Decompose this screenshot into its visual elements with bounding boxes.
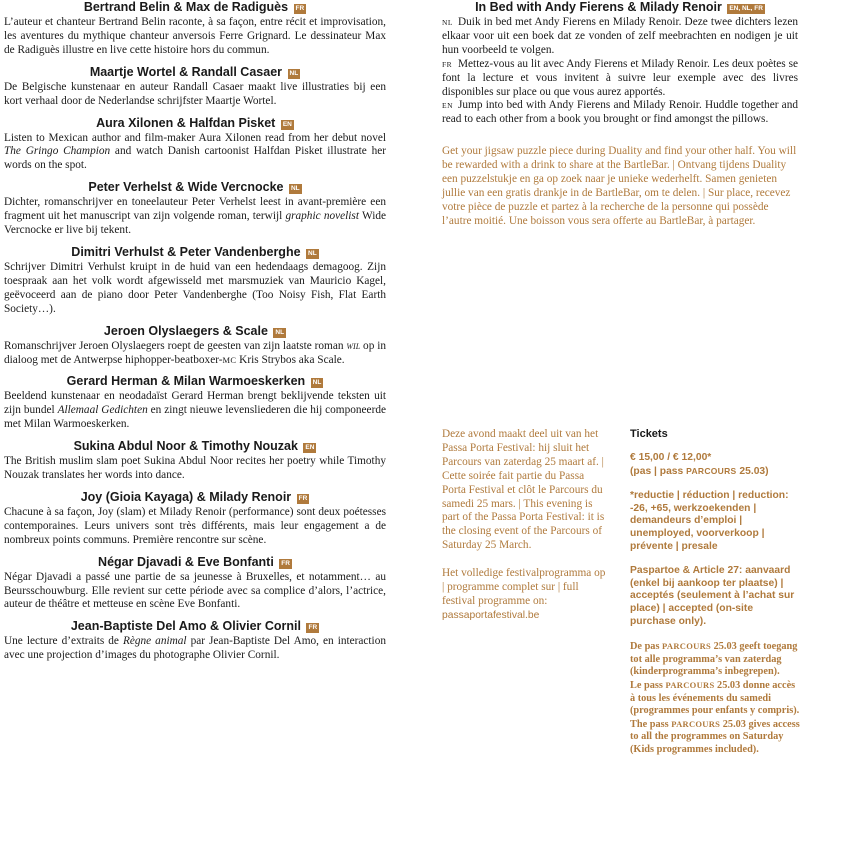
in-bed-nl bbox=[442, 16, 798, 58]
ticket-pass bbox=[630, 465, 800, 479]
entry-wortel-casaer bbox=[4, 65, 386, 109]
emphasis: graphic novelist bbox=[285, 210, 359, 223]
entry-title bbox=[4, 0, 386, 15]
entry-title-text: Peter Verhelst & Wide Vercnocke bbox=[88, 180, 284, 195]
in-bed-fr bbox=[442, 58, 798, 100]
language-badge: FR bbox=[281, 559, 290, 567]
entry-delamo-cornil bbox=[4, 619, 386, 663]
paspartoe-block bbox=[630, 565, 800, 628]
entry-text: L’auteur et chanteur Bertrand Belin raconte, à sa façon, entre récit et improvisation, les aventures du mythique chanteur anversois Ferre Grignard. Le dessinateur Max de Radiguès illustre en live cette histoire hors du commun. bbox=[4, 16, 386, 56]
language-badge: NL bbox=[308, 249, 317, 257]
language-tag: FR bbox=[442, 59, 453, 69]
book-title: WIL bbox=[346, 341, 361, 351]
book-title: Allemaal Gedichten bbox=[57, 404, 148, 417]
language-tag: NL bbox=[442, 18, 453, 27]
text-part: Dichter, romanschrijver en toneelauteur Peter Verhelst leest in avant-première een fragment uit het manuscript van zijn volgende roman, terwijl bbox=[4, 196, 386, 223]
entry-text bbox=[4, 390, 386, 432]
entry-verhelst-vercnocke bbox=[4, 180, 386, 238]
text-part: Romanschrijver Jeroen Olyslaegers roept de geesten van zijn laatste roman bbox=[4, 339, 347, 352]
entry-text: Négar Djavadi a passé une partie de sa jeunesse à Bruxelles, et notamment… au Beursschouwburg. Elle revient sur cette période avec sa complice d’alors, l’actrice, auteur de théâtre et metteuse en scène Eve Bonfanti. bbox=[4, 570, 386, 611]
tickets-price-block bbox=[630, 452, 800, 478]
text-part: 25.03) bbox=[736, 465, 769, 477]
entry-title-text: Dimitri Verhulst & Peter Vandenberghe bbox=[71, 244, 301, 259]
entry-title-text: Jean-Baptiste Del Amo & Olivier Cornil bbox=[70, 619, 301, 634]
performances-column bbox=[4, 0, 386, 670]
text-part: par Jean-Baptiste Del Amo, en interaction avec une projection d’images du photographe Olivier Cornil. bbox=[4, 635, 386, 662]
language-badge: EN bbox=[282, 120, 292, 128]
tickets-box bbox=[630, 428, 800, 768]
book-title: Règne animal bbox=[122, 635, 187, 648]
language-badge: FR bbox=[295, 5, 305, 12]
entry-title-text: In Bed with Andy Fierens & Milady Renoir bbox=[475, 0, 722, 14]
entry-title bbox=[4, 490, 386, 505]
entry-title-text: Gerard Herman & Milan Warmoeskerken bbox=[66, 374, 306, 389]
text-part: MC bbox=[222, 354, 237, 365]
text-part: Mettez-vous au lit avec Andy Fierens et Milady Renoir. Les deux poètes se font la lecture et vous invitent à suivre leur exemple avec des livres disponibles sur place ou que vous aurez apportés. bbox=[442, 57, 798, 98]
text-part: PARCOURS bbox=[686, 465, 737, 476]
entry-olyslaegers-scale bbox=[4, 324, 386, 368]
entry-text: The British muslim slam poet Sukina Abdul Noor recites her poetry while Timothy Nouzak translates her words into dance. bbox=[4, 455, 386, 482]
pass-info-nl bbox=[630, 640, 800, 679]
reduction-text: *reductie | réduction | reduction: -26, +65, werkzoekenden | demandeurs d’emploi | unemployed, voorverkoop | prévente | presale bbox=[630, 490, 789, 552]
text-part: PARCOURS bbox=[671, 718, 721, 729]
language-badge: NL bbox=[275, 328, 285, 336]
text-part: The pass bbox=[630, 718, 672, 730]
language-badge: NL bbox=[289, 69, 299, 77]
entry-text bbox=[4, 132, 386, 174]
entry-xilonen-pisket bbox=[4, 116, 386, 174]
text-part: Wide Vercnocke er live bij tekent. bbox=[4, 210, 386, 237]
entry-title bbox=[4, 245, 386, 260]
text-part: Une lecture d’extraits de bbox=[4, 635, 123, 648]
entry-title bbox=[4, 65, 386, 80]
puzzle-text: Get your jigsaw puzzle piece during Duality and find your other half. You will be rewarded with a drink to share at the BartleBar. | Ontvang tijdens Duality een puzzelstukje en ga op zoek naar je unieke wederhelft. Samen genieten jullie van een gratis drankje in de BartleBar, om te delen. | Sur place, recevez votre pièce de puzzle et partez à la recherche de la personne qui possède l’autre moitié. Une boisson vous sera offerte au BartleBar, à partager. bbox=[442, 145, 797, 227]
text-part: 25.03 gives access to all the programmes on Saturday (Kids programmes included). bbox=[630, 718, 800, 755]
text-part: en zingt nieuwe levensliederen die hij componeerde met Milan Warmoeskerken. bbox=[4, 404, 386, 431]
entry-title bbox=[4, 619, 386, 634]
entry-title bbox=[4, 324, 386, 339]
pass-info-block bbox=[630, 640, 800, 756]
entry-herman-warmoeskerken bbox=[4, 374, 386, 432]
text-part: Kris Strybos aka Scale. bbox=[236, 353, 345, 366]
text-part: 25.03 geeft toegang tot alle programma’s van zaterdag (kinderprogramma’s inbegrepen). bbox=[630, 641, 798, 678]
text-part: De pas bbox=[630, 641, 663, 653]
reduction-block bbox=[630, 490, 800, 553]
entry-title bbox=[4, 555, 386, 570]
text-part: Le pass bbox=[630, 679, 666, 691]
festival-text: Deze avond maakt deel uit van het Passa Porta Festival: hij sluit het Parcours van zaterdag 25 maart af. | Cette soirée fait partie du Passa Porta Festival et clôt le Parcours du samedi 25 mars. | This evening is part of the Passa Porta Festival: it is the closing event of the Parcours of Saturday 25 March. bbox=[442, 428, 605, 552]
text-part: PARCOURS bbox=[665, 679, 715, 690]
entry-djavadi-bonfanti bbox=[4, 555, 386, 613]
entry-text: Chacune à sa façon, Joy (slam) et Milady Renoir (performance) sont deux poétesses contemporaines. Leurs univers sont très différents, mais leur engagement a de nombreux points communs. Première rencontre sur scène. bbox=[4, 505, 386, 546]
entry-title bbox=[4, 439, 386, 454]
pass-info-en bbox=[630, 718, 800, 757]
entry-title-text: Bertrand Belin & Max de Radiguès bbox=[83, 0, 289, 14]
text-part: Beeldend kunstenaar en neodadaïst Gerard Herman brengt beklijvende teksten uit zijn bundel bbox=[4, 390, 386, 417]
entry-title-text: Négar Djavadi & Eve Bonfanti bbox=[98, 554, 274, 569]
in-bed-en bbox=[442, 99, 798, 127]
tickets-heading: Tickets bbox=[630, 428, 668, 440]
entry-joy-renoir bbox=[4, 490, 386, 548]
entry-title-text: Jeroen Olyslaegers & Scale bbox=[103, 323, 268, 338]
language-tag: EN bbox=[442, 101, 453, 111]
puzzle-notice bbox=[442, 145, 798, 228]
text-part: 25.03 donne accès à tous les événements du samedi (programmes pour enfants y compris). bbox=[630, 679, 800, 717]
text-part: Jump into bed with Andy Fierens and Milady Renoir. Huddle together and read to each other from a book you brought or find amongst the pillows. bbox=[442, 99, 798, 126]
text-part: and watch Danish cartoonist Halfdan Pisket illustrate her words on the spot. bbox=[4, 145, 386, 172]
language-badge: FR bbox=[308, 624, 318, 632]
entry-text: De Belgische kunstenaar en auteur Randall Casaer maakt live illustraties bij een kort verhaal door de Nederlandse schrijfster Maartje Wortel. bbox=[4, 80, 386, 107]
entry-title bbox=[4, 116, 386, 131]
language-badge: EN bbox=[305, 444, 315, 452]
entry-text bbox=[4, 635, 386, 663]
language-badge: NL bbox=[312, 379, 322, 387]
text-part: PARCOURS bbox=[662, 641, 712, 652]
entry-noor-nouzak bbox=[4, 439, 386, 483]
language-badge: FR bbox=[298, 494, 308, 502]
entry-title-text: Sukina Abdul Noor & Timothy Nouzak bbox=[73, 439, 298, 454]
entry-title bbox=[442, 0, 798, 15]
text-part: Listen to Mexican author and film-maker Aura Xilonen read from her debut novel bbox=[4, 131, 386, 144]
entry-text bbox=[4, 196, 386, 238]
text-part: (pas | pass bbox=[630, 465, 687, 477]
text-part: Duik in bed met Andy Fierens en Milady Renoir. Deze twee dichters lezen elkaar voor uit een boek dat ze vonden of zelf meebrachten en nodigen je uit hun voorbeeld te volgen. bbox=[442, 16, 798, 56]
entry-text: Schrijver Dimitri Verhulst kruipt in de huid van een hedendaags demagoog. Zijn toespraak aan het volk wordt afgewisseld met marsmuziek van Mauricio Kagel, geëvoceerd aan de piano door Peter Vandenberghe (Too Noisy Fish, Flat Earth Society…). bbox=[4, 260, 386, 315]
festival-link[interactable]: passaportafestival.be bbox=[442, 609, 540, 621]
entry-title bbox=[4, 180, 386, 195]
text-part: op in dialoog met de Antwerpse hiphopper-beatboxer- bbox=[4, 339, 386, 366]
entry-verhulst-vandenberghe bbox=[4, 245, 386, 317]
ticket-price: € 15,00 / € 12,00* bbox=[630, 452, 712, 463]
entry-text bbox=[4, 340, 386, 368]
entry-title-text: Aura Xilonen & Halfdan Pisket bbox=[96, 115, 276, 130]
festival-info bbox=[442, 428, 607, 623]
entry-title bbox=[4, 374, 386, 389]
book-title: The Gringo Champion bbox=[4, 145, 111, 158]
in-bed-column bbox=[442, 0, 798, 229]
paspartoe-text: Paspartoe & Article 27: aanvaard (enkel bij aankoop ter plaatse) | acceptés (seulement à l’achat sur place) | accepted (on-site purchase only). bbox=[630, 565, 795, 627]
entry-in-bed bbox=[442, 0, 798, 127]
language-badge: EN, NL, FR bbox=[729, 5, 763, 12]
entry-title-text: Joy (Gioia Kayaga) & Milady Renoir bbox=[80, 489, 292, 504]
festival-programme-text: Het volledige festivalprogramma op | programme complet sur | full festival programme on: bbox=[442, 567, 606, 607]
language-badge: NL bbox=[290, 185, 300, 193]
pass-info-fr bbox=[630, 679, 800, 718]
entry-belin-radigues bbox=[4, 0, 386, 58]
entry-title-text: Maartje Wortel & Randall Casaer bbox=[89, 64, 283, 79]
